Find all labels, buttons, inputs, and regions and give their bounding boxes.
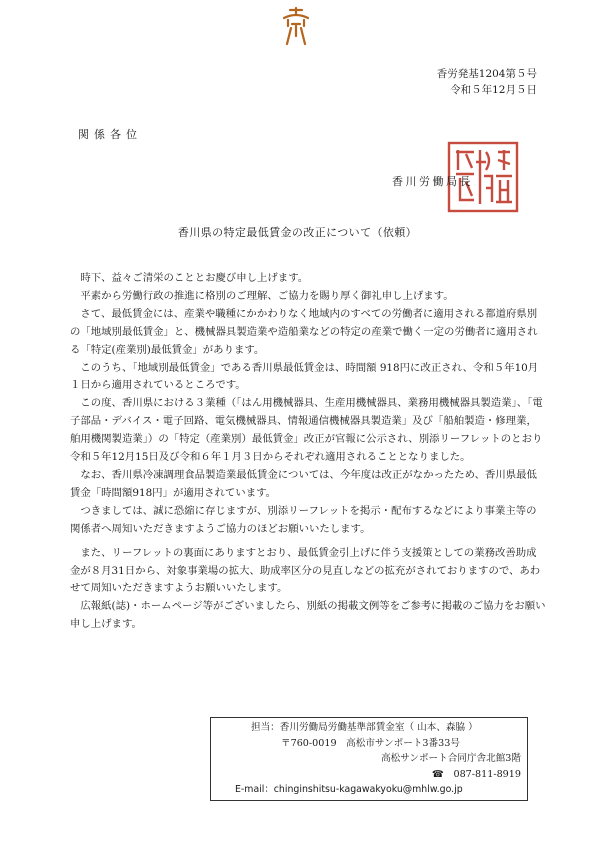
body-paragraph: さて、最低賃金には、産業や職種にかかわりなく地域内のすべての労働者に適用される都道府県別の「地域別最低賃金」と、機械器具製造業や造船業などの特定の産業で働く一定の労働者に適用される「特定(産業別)最低賃金」があります。 — [70, 307, 538, 356]
body-paragraph: また、リーフレットの裏面にありますとおり、最低賃金引上げに伴う支援策としての業務改善助成金が８月31日から、対象事業場の拡大、助成率区分の見直しなどの拡充がされておりますので、あわせて周知いただきますようお願いいたします。 — [70, 546, 541, 595]
contact-postal-address: 〒760-0019 高松市サンポート3番33号 — [281, 737, 460, 749]
contact-person: 担当：香川労働局労働基準部賃金室（ 山本、森脇 ） — [251, 722, 478, 733]
body-paragraph: この度、香川県における３業種（「はん用機械器具、生産用機械器具、業務用機械器具製造業」、「電子部品・デバイス・電子回路、電気機械器具、情報通信機械器具製造業」及び「船舶製造・修理業，舶用機関製造業」）の「特定（産業別）最低賃金」改正が官報に公示され、別添リーフレットのとおり令和５年12月15日及び令和６年１月３日からそれぞれ適用されることとなりました。 — [70, 397, 543, 464]
body-paragraph: つきましては、誠に恐縮に存じますが、別添リーフレットを掲示・配布するなどにより事業主等の関係者へ周知いただきますようご協力のほどお願いいたします。 — [70, 504, 537, 535]
government-emblem-icon — [278, 4, 314, 48]
contact-box — [210, 717, 528, 801]
addressee: 関係各位 — [78, 128, 142, 141]
body-paragraph: このうち、「地域別最低賃金」である香川県最低賃金は、時間額 918円に改正され、令和５年10月１日から適用されているところです。 — [70, 361, 539, 392]
letter-body — [70, 270, 546, 634]
document-header — [437, 66, 537, 98]
document-title: 香川県の特定最低賃金の改正について（依頼） — [177, 226, 418, 239]
sender-name: 香川労働局長 — [392, 175, 473, 188]
body-paragraph: なお、香川県冷凍調理食品製造業最低賃金については、今年度は改正がなかったため、香川県最低賃金「時間額918円」が適用されています。 — [70, 468, 537, 499]
document-number: 香労発基1204第５号 — [436, 68, 537, 80]
contact-phone: ☎ 087-811-8919 — [431, 768, 521, 780]
contact-building: 高松サンポート合同庁舎北館3階 — [381, 753, 521, 765]
document-date: 令和５年12月５日 — [450, 84, 537, 96]
body-paragraph: 時下、益々ご清栄のこととお慶び申し上げます。 — [80, 272, 309, 284]
contact-email: E-mail：chinginshitsu-kagawakyoku@mhlw.go.jp — [235, 784, 463, 796]
body-paragraph: 平素から労働行政の推進に格別のご理解、ご協力を賜り厚く御礼申し上げます。 — [80, 289, 454, 302]
body-paragraph: 広報紙(誌)・ホームページ等がございましたら、別紙の掲載文例等をご参考に掲載のご協力をお願い申し上げます。 — [70, 600, 546, 631]
